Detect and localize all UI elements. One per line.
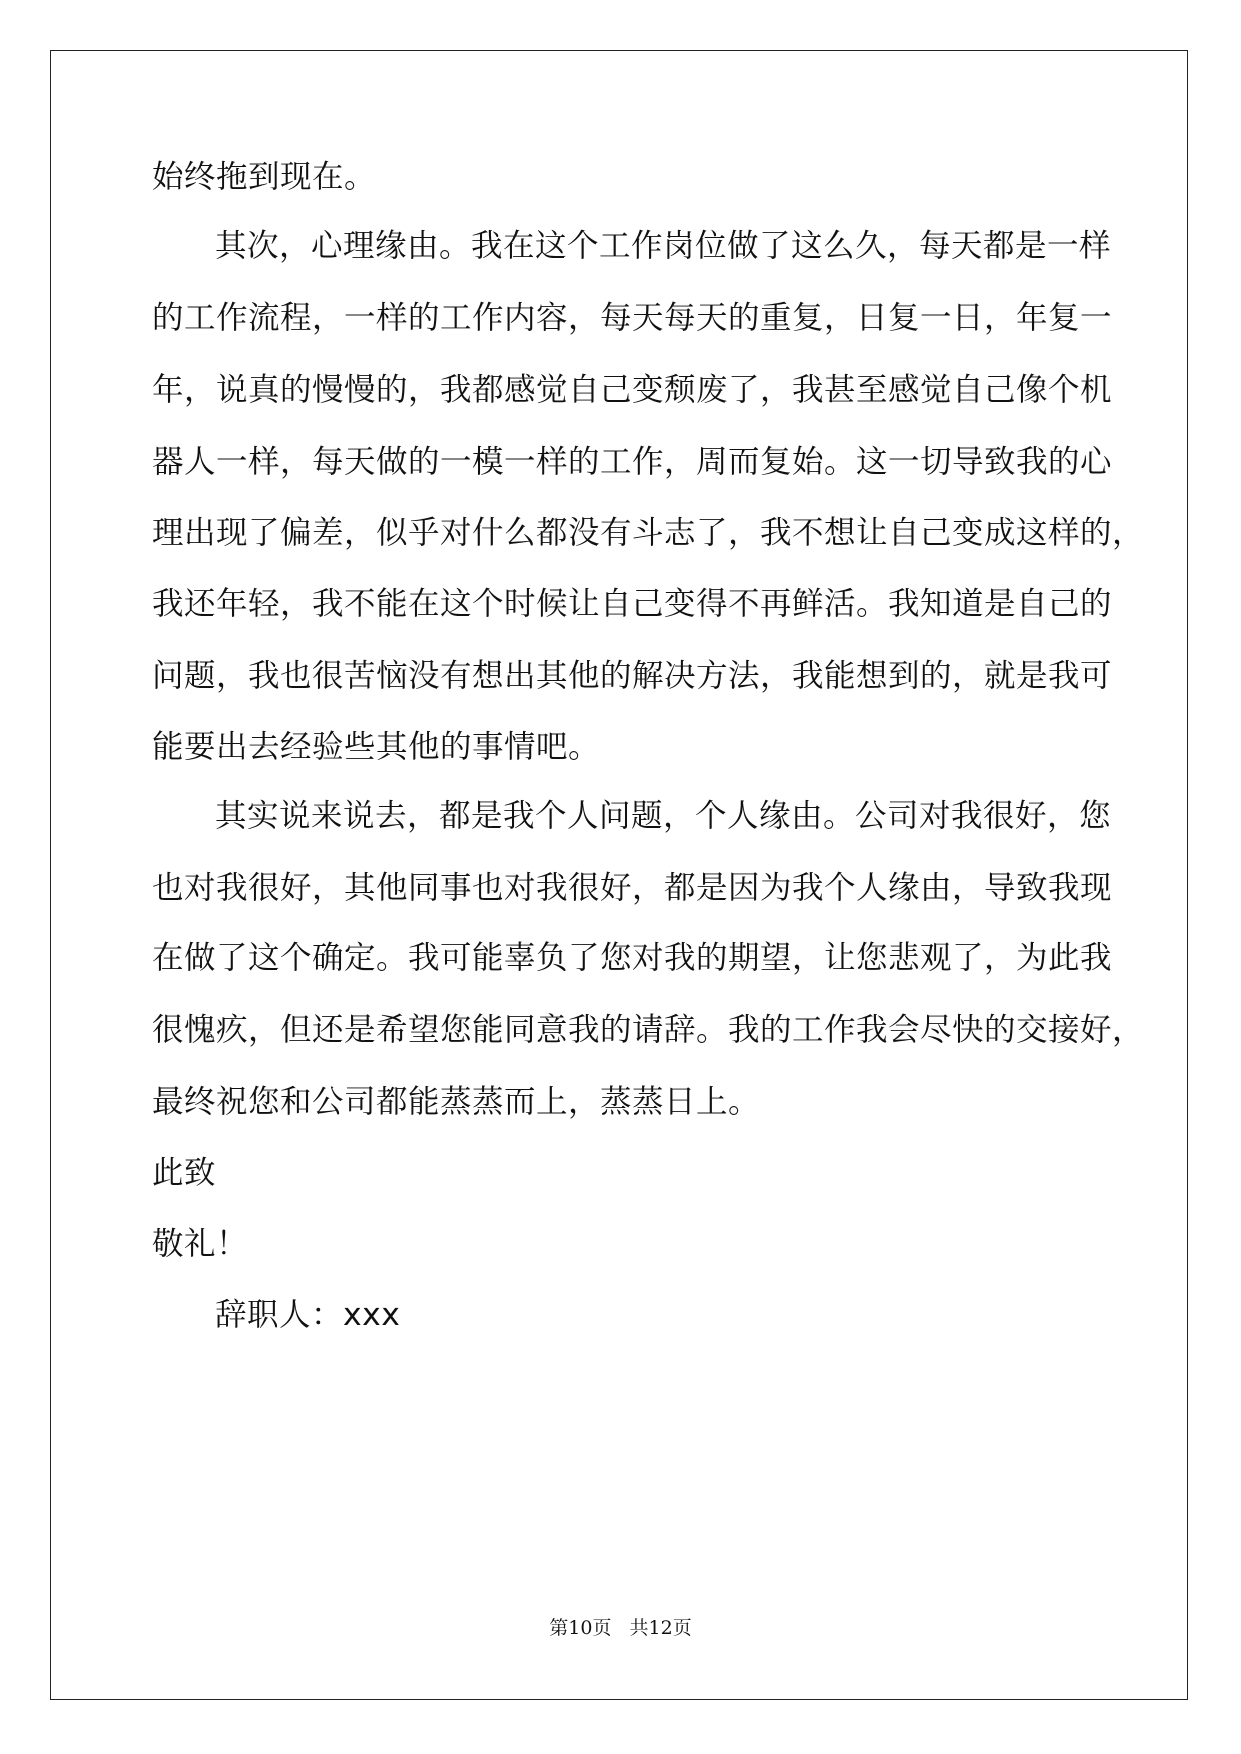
text-line: 在做了这个确定。我可能辜负了您对我的期望，让您悲观了，为此我 xyxy=(152,940,1113,976)
paragraph-start-line: 其次，心理缘由。我在这个工作岗位做了这么久，每天都是一样 xyxy=(215,228,1112,264)
text-line: 最终祝您和公司都能蒸蒸而上，蒸蒸日上。 xyxy=(152,1084,761,1120)
paragraph-start-line: 其实说来说去，都是我个人问题，个人缘由。公司对我很好，您 xyxy=(215,798,1112,834)
page-footer xyxy=(0,1616,1241,1640)
total-label-prefix: 共 xyxy=(629,1617,649,1639)
text-line: 年，说真的慢慢的，我都感觉自己变颓废了，我甚至感觉自己像个机 xyxy=(152,372,1113,408)
text-line: 始终拖到现在。 xyxy=(152,159,377,195)
text-line: 很愧疚，但还是希望您能同意我的请辞。我的工作我会尽快的交接好， xyxy=(152,1012,1145,1048)
total-label-unit: 页 xyxy=(672,1617,692,1639)
current-page-number: 10 xyxy=(568,1617,593,1639)
page-label-prefix: 第 xyxy=(549,1617,569,1639)
closing-salutation: 此致 xyxy=(152,1155,217,1191)
text-line: 也对我很好，其他同事也对我很好，都是因为我个人缘由，导致我现 xyxy=(152,870,1113,906)
page-label-unit: 页 xyxy=(592,1617,612,1639)
text-line: 能要出去经验些其他的事情吧。 xyxy=(152,729,601,765)
text-line: 问题，我也很苦恼没有想出其他的解决方法，我能想到的，就是我可 xyxy=(152,658,1113,694)
total-page-number: 12 xyxy=(648,1617,673,1639)
signature-line: 辞职人：xxx xyxy=(215,1297,401,1333)
text-line: 器人一样，每天做的一模一样的工作，周而复始。这一切导致我的心 xyxy=(152,444,1113,480)
text-line: 理出现了偏差，似乎对什么都没有斗志了，我不想让自己变成这样的， xyxy=(152,515,1145,551)
closing-regards: 敬礼！ xyxy=(152,1226,249,1262)
text-line: 我还年轻，我不能在这个时候让自己变得不再鲜活。我知道是自己的 xyxy=(152,586,1113,622)
text-line: 的工作流程，一样的工作内容，每天每天的重复，日复一日，年复一 xyxy=(152,300,1113,336)
